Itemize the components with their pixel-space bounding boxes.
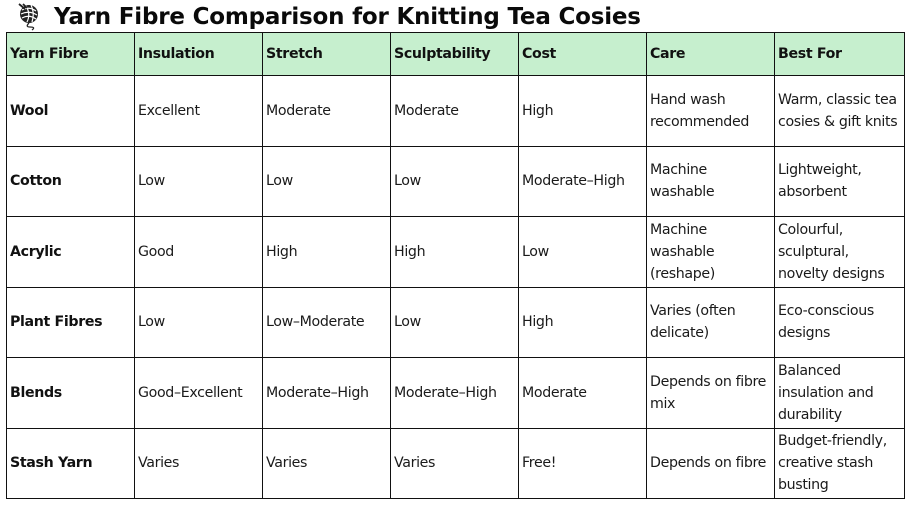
cost-cell: High: [519, 76, 647, 147]
table-row: [7, 146, 905, 217]
cost-cell: High: [519, 287, 647, 358]
sculptability-cell: Varies: [391, 428, 519, 499]
best-for-cell: Lightweight, absorbent: [775, 146, 905, 217]
yarn-ball-icon: [18, 3, 42, 31]
sculptability-cell: High: [391, 217, 519, 288]
column-header-yarn-fibre: Yarn Fibre: [7, 33, 135, 76]
sculptability-cell: Moderate: [391, 76, 519, 147]
fibre-name-cell: Acrylic: [7, 217, 135, 288]
cost-cell: Moderate–High: [519, 146, 647, 217]
sculptability-cell: Low: [391, 146, 519, 217]
fibre-name-cell: Wool: [7, 76, 135, 147]
fibre-name-cell: Plant Fibres: [7, 287, 135, 358]
stretch-cell: Low: [263, 146, 391, 217]
insulation-cell: Good–Excellent: [135, 358, 263, 429]
sculptability-cell: Low: [391, 287, 519, 358]
page-title: Yarn Fibre Comparison for Knitting Tea Cosies: [54, 3, 641, 30]
column-header-best-for: Best For: [775, 33, 905, 76]
stretch-cell: Moderate: [263, 76, 391, 147]
best-for-cell: Colourful, sculptural, novelty designs: [775, 217, 905, 288]
care-cell: Machine washable (reshape): [647, 217, 775, 288]
best-for-cell: Eco-conscious designs: [775, 287, 905, 358]
column-header-stretch: Stretch: [263, 33, 391, 76]
care-cell: Depends on fibre mix: [647, 358, 775, 429]
table-row: [7, 358, 905, 429]
fibre-name-cell: Blends: [7, 358, 135, 429]
column-header-care: Care: [647, 33, 775, 76]
cost-cell: Moderate: [519, 358, 647, 429]
insulation-cell: Varies: [135, 428, 263, 499]
document-title: [18, 0, 641, 33]
cost-cell: Free!: [519, 428, 647, 499]
column-header-cost: Cost: [519, 33, 647, 76]
insulation-cell: Good: [135, 217, 263, 288]
column-header-insulation: Insulation: [135, 33, 263, 76]
table-row: [7, 76, 905, 147]
best-for-cell: Warm, classic tea cosies & gift knits: [775, 76, 905, 147]
stretch-cell: Moderate–High: [263, 358, 391, 429]
fibre-name-cell: Stash Yarn: [7, 428, 135, 499]
stretch-cell: Low–Moderate: [263, 287, 391, 358]
insulation-cell: Low: [135, 287, 263, 358]
best-for-cell: Budget-friendly, creative stash busting: [775, 428, 905, 499]
table-row: [7, 287, 905, 358]
stretch-cell: High: [263, 217, 391, 288]
cost-cell: Low: [519, 217, 647, 288]
care-cell: Machine washable: [647, 146, 775, 217]
stretch-cell: Varies: [263, 428, 391, 499]
fibre-name-cell: Cotton: [7, 146, 135, 217]
table-header-row: [7, 33, 905, 76]
care-cell: Hand wash recommended: [647, 76, 775, 147]
table-row: [7, 217, 905, 288]
care-cell: Depends on fibre: [647, 428, 775, 499]
sculptability-cell: Moderate–High: [391, 358, 519, 429]
care-cell: Varies (often delicate): [647, 287, 775, 358]
table-row: [7, 428, 905, 499]
best-for-cell: Balanced insulation and durability: [775, 358, 905, 429]
yarn-comparison-table: [6, 32, 905, 499]
insulation-cell: Excellent: [135, 76, 263, 147]
insulation-cell: Low: [135, 146, 263, 217]
column-header-sculptability: Sculptability: [391, 33, 519, 76]
